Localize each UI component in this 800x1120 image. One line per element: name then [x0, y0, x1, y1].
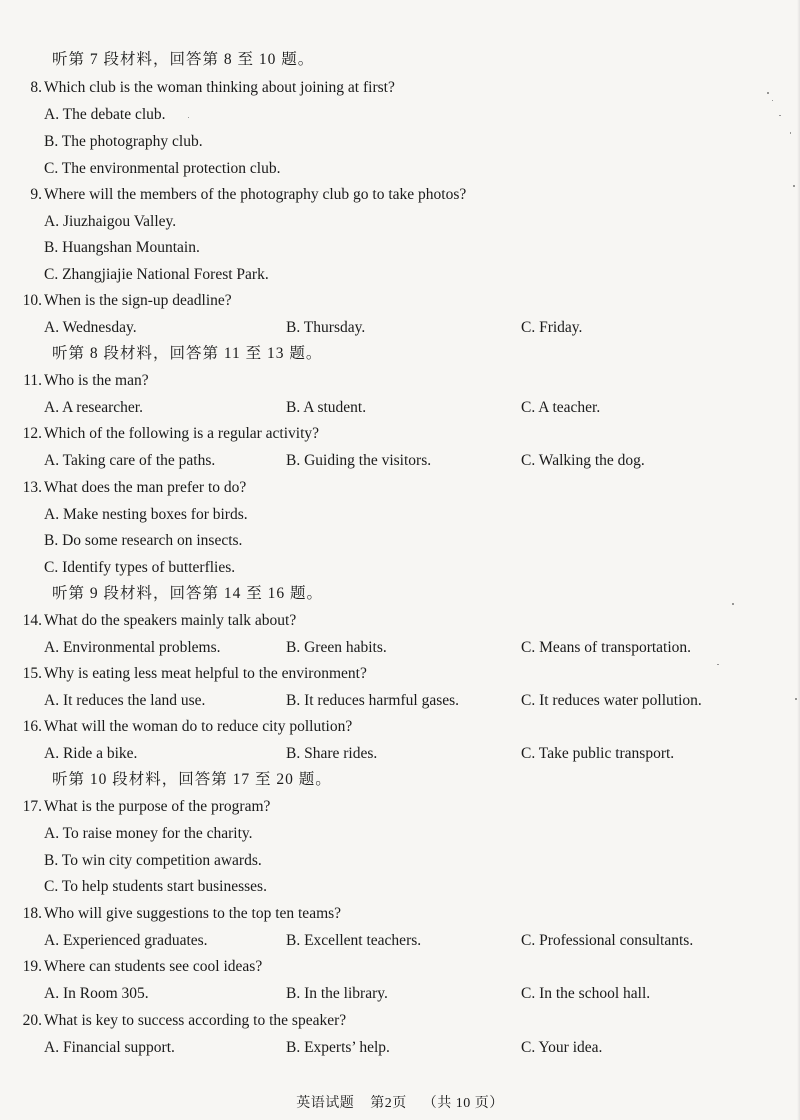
option-c: C. Take public transport.	[521, 745, 675, 762]
option-b: B. Share rides.	[286, 745, 378, 762]
option-a: A. Experienced graduates.	[44, 932, 208, 949]
options-row	[0, 689, 800, 713]
section-heading: 听第 10 段材料，回答第 17 至 20 题。	[52, 771, 332, 788]
question-number: 10.	[22, 292, 42, 309]
option-c: C. Professional consultants.	[521, 932, 694, 949]
option-c: C. A teacher.	[521, 399, 601, 416]
question-number: 20.	[22, 1012, 42, 1029]
question-9	[0, 183, 800, 207]
option-c: C. To help students start businesses.	[44, 878, 267, 895]
option-a: A. Financial support.	[44, 1039, 175, 1056]
scan-speck	[732, 603, 734, 605]
option-a: A. It reduces the land use.	[44, 692, 206, 709]
options-row	[0, 316, 800, 340]
options-row	[0, 1036, 800, 1060]
question-text: Where will the members of the photography club go to take photos?	[44, 186, 467, 203]
question-text: Who will give suggestions to the top ten teams?	[44, 905, 342, 922]
question-number: 9.	[30, 186, 42, 203]
option-c: C. Zhangjiajie National Forest Park.	[44, 266, 269, 283]
option-c: C. Friday.	[521, 319, 583, 336]
question-number: 17.	[22, 798, 42, 815]
option-a: A. Taking care of the paths.	[44, 452, 216, 469]
options-row	[0, 742, 800, 766]
question-8	[0, 76, 800, 100]
options-row	[0, 982, 800, 1006]
question-text: What does the man prefer to do?	[44, 479, 247, 496]
footer-subject: 英语试题	[296, 1096, 355, 1111]
question-11	[0, 369, 800, 393]
question-number: 11.	[23, 372, 42, 389]
question-number: 18.	[22, 905, 42, 922]
question-18	[0, 902, 800, 926]
options-row	[0, 449, 800, 473]
question-text: Which of the following is a regular activity?	[44, 425, 320, 442]
scan-speck	[772, 100, 773, 101]
question-19	[0, 955, 800, 979]
scan-speck	[188, 117, 189, 118]
option-a: A. To raise money for the charity.	[44, 825, 253, 842]
question-13	[0, 476, 800, 500]
question-20	[0, 1009, 800, 1033]
option-a: A. The debate club.	[44, 106, 166, 123]
section-heading: 听第 9 段材料，回答第 14 至 16 题。	[52, 585, 324, 602]
option-c: C. It reduces water pollution.	[521, 692, 702, 709]
question-15	[0, 662, 800, 686]
question-10	[0, 289, 800, 313]
scan-speck	[790, 132, 791, 134]
question-17	[0, 795, 800, 819]
question-text: Where can students see cool ideas?	[44, 958, 263, 975]
scan-speck	[793, 185, 795, 187]
option-c: C. Walking the dog.	[521, 452, 645, 469]
option-a: A. In Room 305.	[44, 985, 149, 1002]
option-a: A. Make nesting boxes for birds.	[44, 506, 248, 523]
option-b: B. The photography club.	[44, 133, 203, 150]
option-a: A. A researcher.	[44, 399, 143, 416]
question-text: Why is eating less meat helpful to the environment?	[44, 665, 367, 682]
scan-speck	[779, 115, 781, 116]
scan-speck	[717, 664, 719, 665]
question-12	[0, 422, 800, 446]
question-text: What is the purpose of the program?	[44, 798, 271, 815]
question-number: 12.	[22, 425, 42, 442]
options-row	[0, 929, 800, 953]
option-c: C. Your idea.	[521, 1039, 603, 1056]
page-footer	[0, 1094, 800, 1114]
option-b: B. Do some research on insects.	[44, 532, 243, 549]
scan-speck	[767, 92, 769, 94]
question-14	[0, 609, 800, 633]
option-c: C. The environmental protection club.	[44, 160, 281, 177]
question-number: 13.	[22, 479, 42, 496]
option-b: B. Thursday.	[286, 319, 366, 336]
question-text: When is the sign-up deadline?	[44, 292, 232, 309]
question-number: 8.	[30, 79, 42, 96]
option-b: B. Guiding the visitors.	[286, 452, 432, 469]
question-16	[0, 715, 800, 739]
option-b: B. Green habits.	[286, 639, 387, 656]
question-number: 15.	[22, 665, 42, 682]
option-a: A. Ride a bike.	[44, 745, 138, 762]
option-b: B. It reduces harmful gases.	[286, 692, 460, 709]
option-b: B. To win city competition awards.	[44, 852, 262, 869]
option-b: B. A student.	[286, 399, 367, 416]
option-c: C. In the school hall.	[521, 985, 651, 1002]
question-text: Which club is the woman thinking about joining at first?	[44, 79, 395, 96]
option-a: A. Environmental problems.	[44, 639, 221, 656]
footer-total: （共 10 页）	[422, 1096, 504, 1111]
question-text: What do the speakers mainly talk about?	[44, 612, 297, 629]
options-row	[0, 396, 800, 420]
option-b: B. Excellent teachers.	[286, 932, 422, 949]
option-b: B. In the library.	[286, 985, 388, 1002]
option-b: B. Experts’ help.	[286, 1039, 390, 1056]
question-text: What will the woman do to reduce city pollution?	[44, 718, 353, 735]
question-number: 16.	[22, 718, 42, 735]
option-b: B. Huangshan Mountain.	[44, 239, 200, 256]
footer-page: 第2页	[370, 1096, 407, 1111]
option-c: C. Identify types of butterflies.	[44, 559, 236, 576]
options-row	[0, 636, 800, 660]
option-a: A. Wednesday.	[44, 319, 137, 336]
section-heading: 听第 8 段材料，回答第 11 至 13 题。	[52, 345, 323, 362]
question-number: 19.	[22, 958, 42, 975]
question-text: What is key to success according to the speaker?	[44, 1012, 347, 1029]
question-text: Who is the man?	[44, 372, 149, 389]
section-heading: 听第 7 段材料，回答第 8 至 10 题。	[52, 51, 315, 68]
option-a: A. Jiuzhaigou Valley.	[44, 213, 177, 230]
question-number: 14.	[22, 612, 42, 629]
option-c: C. Means of transportation.	[521, 639, 692, 656]
